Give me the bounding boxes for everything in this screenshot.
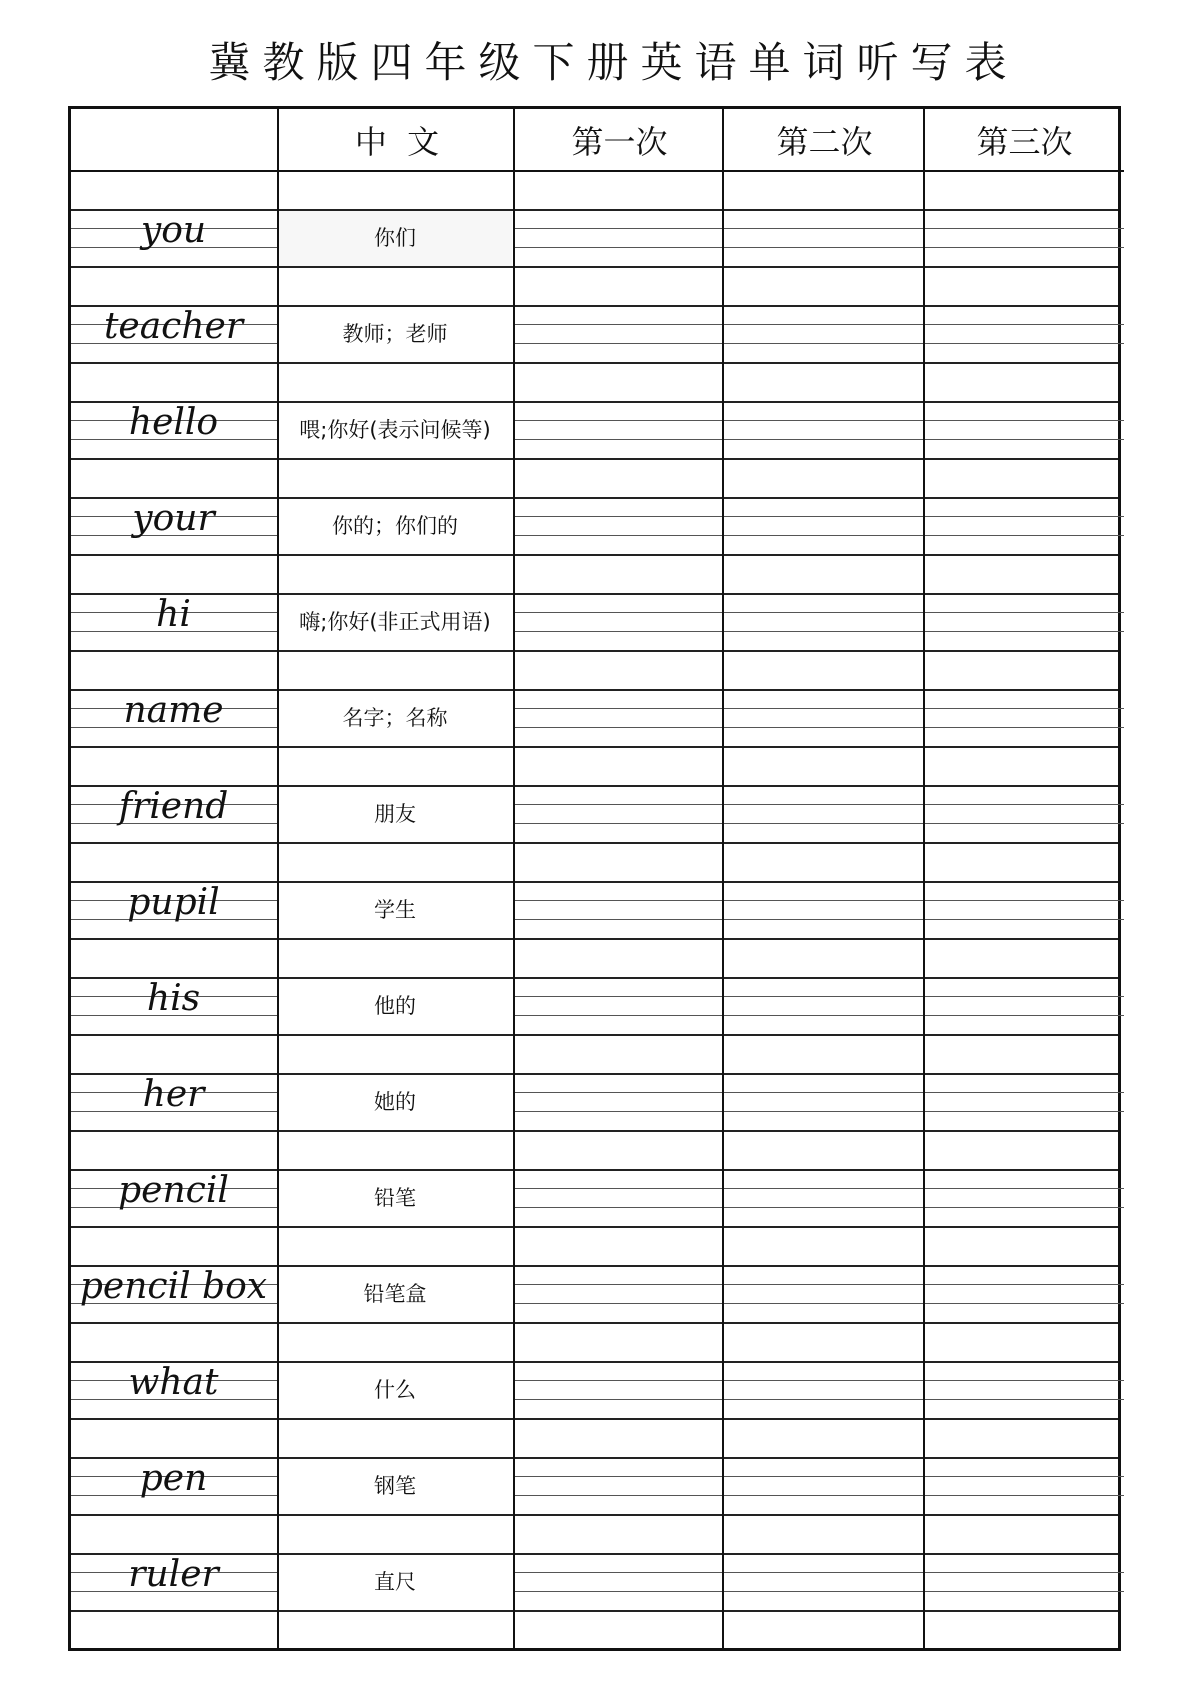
english-word: what xyxy=(128,1362,219,1403)
chinese-meaning: 朋友 xyxy=(374,802,416,826)
column-divider xyxy=(277,109,279,1648)
chinese-meaning: 喂;你好(表示问候等) xyxy=(299,418,491,442)
guide-line xyxy=(515,1591,1124,1592)
guide-line xyxy=(515,919,1124,920)
english-word: pupil xyxy=(127,882,220,923)
chinese-meaning: 教师；老师 xyxy=(342,322,448,346)
guide-line xyxy=(515,247,1124,248)
header-third-attempt: 第三次 xyxy=(925,109,1124,172)
page-title: 冀教版四年级下册英语单词听写表 xyxy=(208,38,1019,87)
guide-line xyxy=(515,324,1124,325)
guide-line xyxy=(515,1015,1124,1016)
column-divider xyxy=(722,109,724,1648)
guide-line xyxy=(515,708,1124,709)
guide-line xyxy=(515,516,1124,517)
english-word: ruler xyxy=(128,1554,219,1595)
guide-line xyxy=(515,439,1124,440)
english-word: her xyxy=(142,1074,205,1115)
guide-line xyxy=(515,1495,1124,1496)
english-word: you xyxy=(140,210,207,251)
guide-line xyxy=(515,727,1124,728)
chinese-meaning: 名字；名称 xyxy=(342,706,448,730)
column-divider xyxy=(923,109,925,1648)
guide-line xyxy=(515,1572,1124,1573)
guide-line xyxy=(515,535,1124,536)
guide-line xyxy=(515,804,1124,805)
english-word: your xyxy=(132,498,215,539)
chinese-meaning: 学生 xyxy=(374,898,416,922)
guide-line xyxy=(515,1284,1124,1285)
chinese-meaning: 铅笔 xyxy=(374,1186,416,1210)
guide-line xyxy=(515,420,1124,421)
column-divider xyxy=(513,109,515,1648)
guide-line xyxy=(515,1399,1124,1400)
chinese-meaning: 钢笔 xyxy=(374,1474,416,1498)
guide-line xyxy=(515,900,1124,901)
english-word: pencil xyxy=(118,1170,229,1211)
chinese-meaning: 她的 xyxy=(374,1090,416,1114)
english-word: pen xyxy=(139,1458,208,1499)
guide-line xyxy=(515,228,1124,229)
chinese-meaning: 什么 xyxy=(374,1378,416,1402)
guide-line xyxy=(515,1380,1124,1381)
header-english xyxy=(71,109,279,172)
guide-line xyxy=(515,612,1124,613)
guide-line xyxy=(515,1188,1124,1189)
chinese-meaning: 直尺 xyxy=(374,1570,416,1594)
header-second-attempt: 第二次 xyxy=(724,109,925,172)
guide-line xyxy=(515,343,1124,344)
chinese-meaning: 你的；你们的 xyxy=(332,514,458,538)
guide-line xyxy=(515,1476,1124,1477)
guide-line xyxy=(515,823,1124,824)
guide-line xyxy=(515,1207,1124,1208)
chinese-meaning: 铅笔盒 xyxy=(363,1282,427,1306)
header-chinese: 中 文 xyxy=(279,109,515,172)
header-first-attempt: 第一次 xyxy=(515,109,724,172)
dictation-table xyxy=(68,106,1121,1651)
guide-line xyxy=(515,1111,1124,1112)
english-word: hi xyxy=(156,594,191,635)
chinese-meaning: 他的 xyxy=(374,994,416,1018)
english-word: hello xyxy=(128,402,219,443)
english-word: pencil box xyxy=(79,1266,268,1307)
guide-line xyxy=(515,631,1124,632)
english-word: teacher xyxy=(103,306,244,347)
english-word: his xyxy=(146,978,201,1019)
english-word: friend xyxy=(118,786,229,827)
chinese-meaning: 嗨;你好(非正式用语) xyxy=(299,610,491,634)
guide-line xyxy=(515,1303,1124,1304)
chinese-meaning: 你们 xyxy=(278,211,512,266)
guide-line xyxy=(515,996,1124,997)
english-word: name xyxy=(123,690,224,731)
guide-line xyxy=(515,1092,1124,1093)
